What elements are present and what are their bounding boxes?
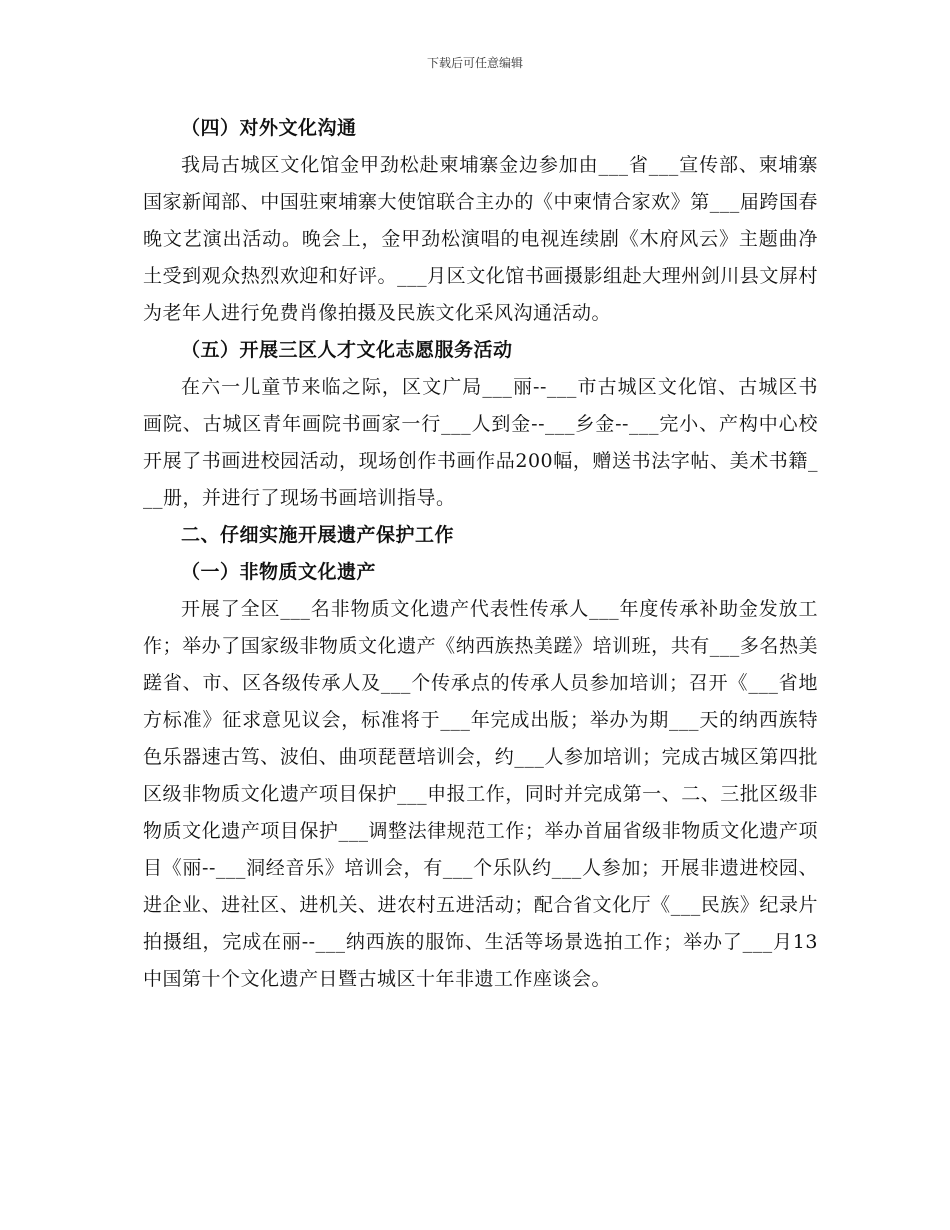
page-header: 下载后可任意编辑 [426,56,523,70]
paragraph-cultural-exchange: 我局古城区文化馆金甲劲松赴柬埔寨金边参加由___省___宣传部、柬埔寨国家新闻部、中国驻柬埔寨大使馆联合主办的《中柬情合家欢》第___届跨国春晚文艺演出活动。晚会上，金甲劲松演唱的电视连续剧《木府风云》主题曲净土受到观众热烈欢迎和好评。___月区文化馆书画摄影组赴大理州剑川县文屏村为老年人进行免费肖像拍摄及民族文化采风沟通活动。 [143,154,818,324]
section-heading-4: （四）对外文化沟通 [181,117,357,139]
paragraph-intangible-heritage: 开展了全区___名非物质文化遗产代表性传承人___年度传承补助金发放工作；举办了国家级非物质文化遗产《纳西族热美蹉》培训班，共有___多名热美蹉省、市、区各级传承人及___个传承点的传承人员参加培训；召开《___省地方标准》征求意见议会，标准将于___年完成出版；举办为期___天的纳西族特色乐器速古笃、波伯、曲项琵琶培训会，约___人参加培训；完成古城区第四批区级非物质文化遗产项目保护___申报工作，同时并完成第一、二、三批区级非物质文化遗产项目保护___调整法律规范工作；举办首届省级非物质文化遗产项目《丽--___洞经音乐》培训会，有___个乐队约___人参加；开展非遗进校园、进企业、进社区、进机关、进农村五进活动；配合省文化厅《___民族》纪录片拍摄组，完成在丽--___纳西族的服饰、生活等场景选拍工作；举办了___月13中国第十个文化遗产日暨古城区十年非遗工作座谈会。 [143,598,818,990]
document-body [143,110,818,998]
section-heading-1: （一）非物质文化遗产 [181,561,377,583]
section-heading-5: （五）开展三区人才文化志愿服务活动 [181,339,513,361]
paragraph-volunteer-service: 在六一儿童节来临之际，区文广局___丽--___市古城区文化馆、古城区书画院、古城区青年画院书画家一行___人到金--___乡金--___完小、产构中心校开展了书画进校园活动，现场创作书画作品200幅，赠送书法字帖、美术书籍___册，并进行了现场书画培训指导。 [143,376,818,509]
chapter-heading-2: 二、仔细实施开展遗产保护工作 [181,524,455,546]
